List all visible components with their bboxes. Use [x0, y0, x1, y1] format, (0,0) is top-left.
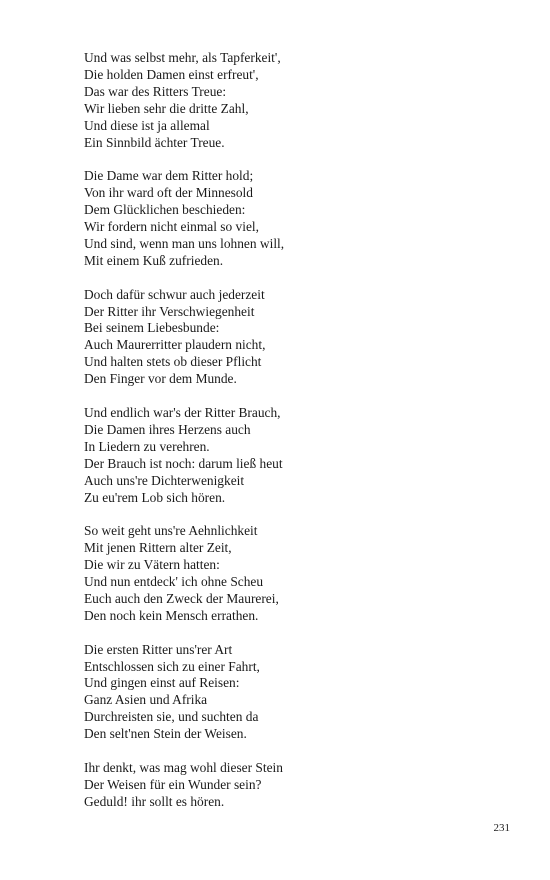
poem-line: Die holden Damen einst erfreut', — [84, 66, 259, 82]
poem-line: In Liedern zu verehren. — [84, 438, 210, 454]
poem-line: Und gingen einst auf Reisen: — [84, 675, 240, 691]
poem-line: Doch dafür schwur auch jederzeit — [84, 286, 265, 302]
poem-line: Ein Sinnbild ächter Treue. — [84, 134, 225, 150]
poem-line: Entschlossen sich zu einer Fahrt, — [84, 658, 260, 674]
poem-line: Euch auch den Zweck der Maurerei, — [84, 590, 279, 606]
poem-line: Auch Maurerritter plaudern nicht, — [84, 337, 266, 353]
poem-line: Durchreisten sie, und suchten da — [84, 709, 259, 725]
poem-line: Und sind, wenn man uns lohnen will, — [84, 235, 285, 251]
poem-line: Von ihr ward oft der Minnesold — [84, 185, 253, 201]
poem-line: Wir fordern nicht einmal so viel, — [84, 219, 259, 235]
poem-line: Der Ritter ihr Verschwiegenheit — [84, 303, 255, 319]
page-number: 231 — [493, 822, 510, 834]
poem-line: Der Weisen für ein Wunder sein? — [84, 776, 262, 792]
poem-line: Und nun entdeck' ich ohne Scheu — [84, 574, 264, 590]
poem-body — [84, 50, 504, 828]
poem-line: Die Dame war dem Ritter hold; — [84, 168, 254, 184]
poem-line: Den selt'nen Stein der Weisen. — [84, 726, 247, 742]
poem-line: Die wir zu Vätern hatten: — [84, 557, 220, 573]
stanza — [84, 50, 504, 151]
poem-line: Und endlich war's der Ritter Brauch, — [84, 404, 281, 420]
stanza — [84, 523, 504, 624]
poem-line: Und halten stets ob dieser Pflicht — [84, 354, 262, 370]
poem-line: Mit einem Kuß zufrieden. — [84, 252, 224, 268]
poem-line: Dem Glücklichen beschieden: — [84, 202, 246, 218]
poem-line: Wir lieben sehr die dritte Zahl, — [84, 100, 249, 116]
poem-line: Die ersten Ritter uns'rer Art — [84, 641, 233, 657]
poem-line: Den noch kein Mensch errathen. — [84, 607, 259, 623]
poem-line: Ihr denkt, was mag wohl dieser Stein — [84, 759, 283, 775]
poem-line: Und was selbst mehr, als Tapferkeit', — [84, 50, 281, 65]
poem-line: Und diese ist ja allemal — [84, 117, 210, 133]
stanza — [84, 642, 504, 743]
stanza — [84, 168, 504, 269]
poem-line: Mit jenen Rittern alter Zeit, — [84, 540, 232, 556]
poem-line: Zu eu'rem Lob sich hören. — [84, 489, 226, 505]
poem-line: Der Brauch ist noch: darum ließ heut — [84, 455, 283, 471]
stanza — [84, 405, 504, 506]
poem-line: Bei seinem Liebesbunde: — [84, 320, 220, 336]
stanza — [84, 760, 504, 811]
poem-line: Auch uns're Dichterwenigkeit — [84, 472, 245, 488]
poem-line: Das war des Ritters Treue: — [84, 83, 227, 99]
poem-line: Die Damen ihres Herzens auch — [84, 421, 251, 437]
stanza — [84, 287, 504, 388]
poem-line: So weit geht uns're Aehnlichkeit — [84, 523, 258, 539]
poem-line: Geduld! ihr sollt es hören. — [84, 793, 225, 809]
poem-line: Den Finger vor dem Munde. — [84, 371, 237, 387]
poem-line: Ganz Asien und Afrika — [84, 692, 208, 708]
